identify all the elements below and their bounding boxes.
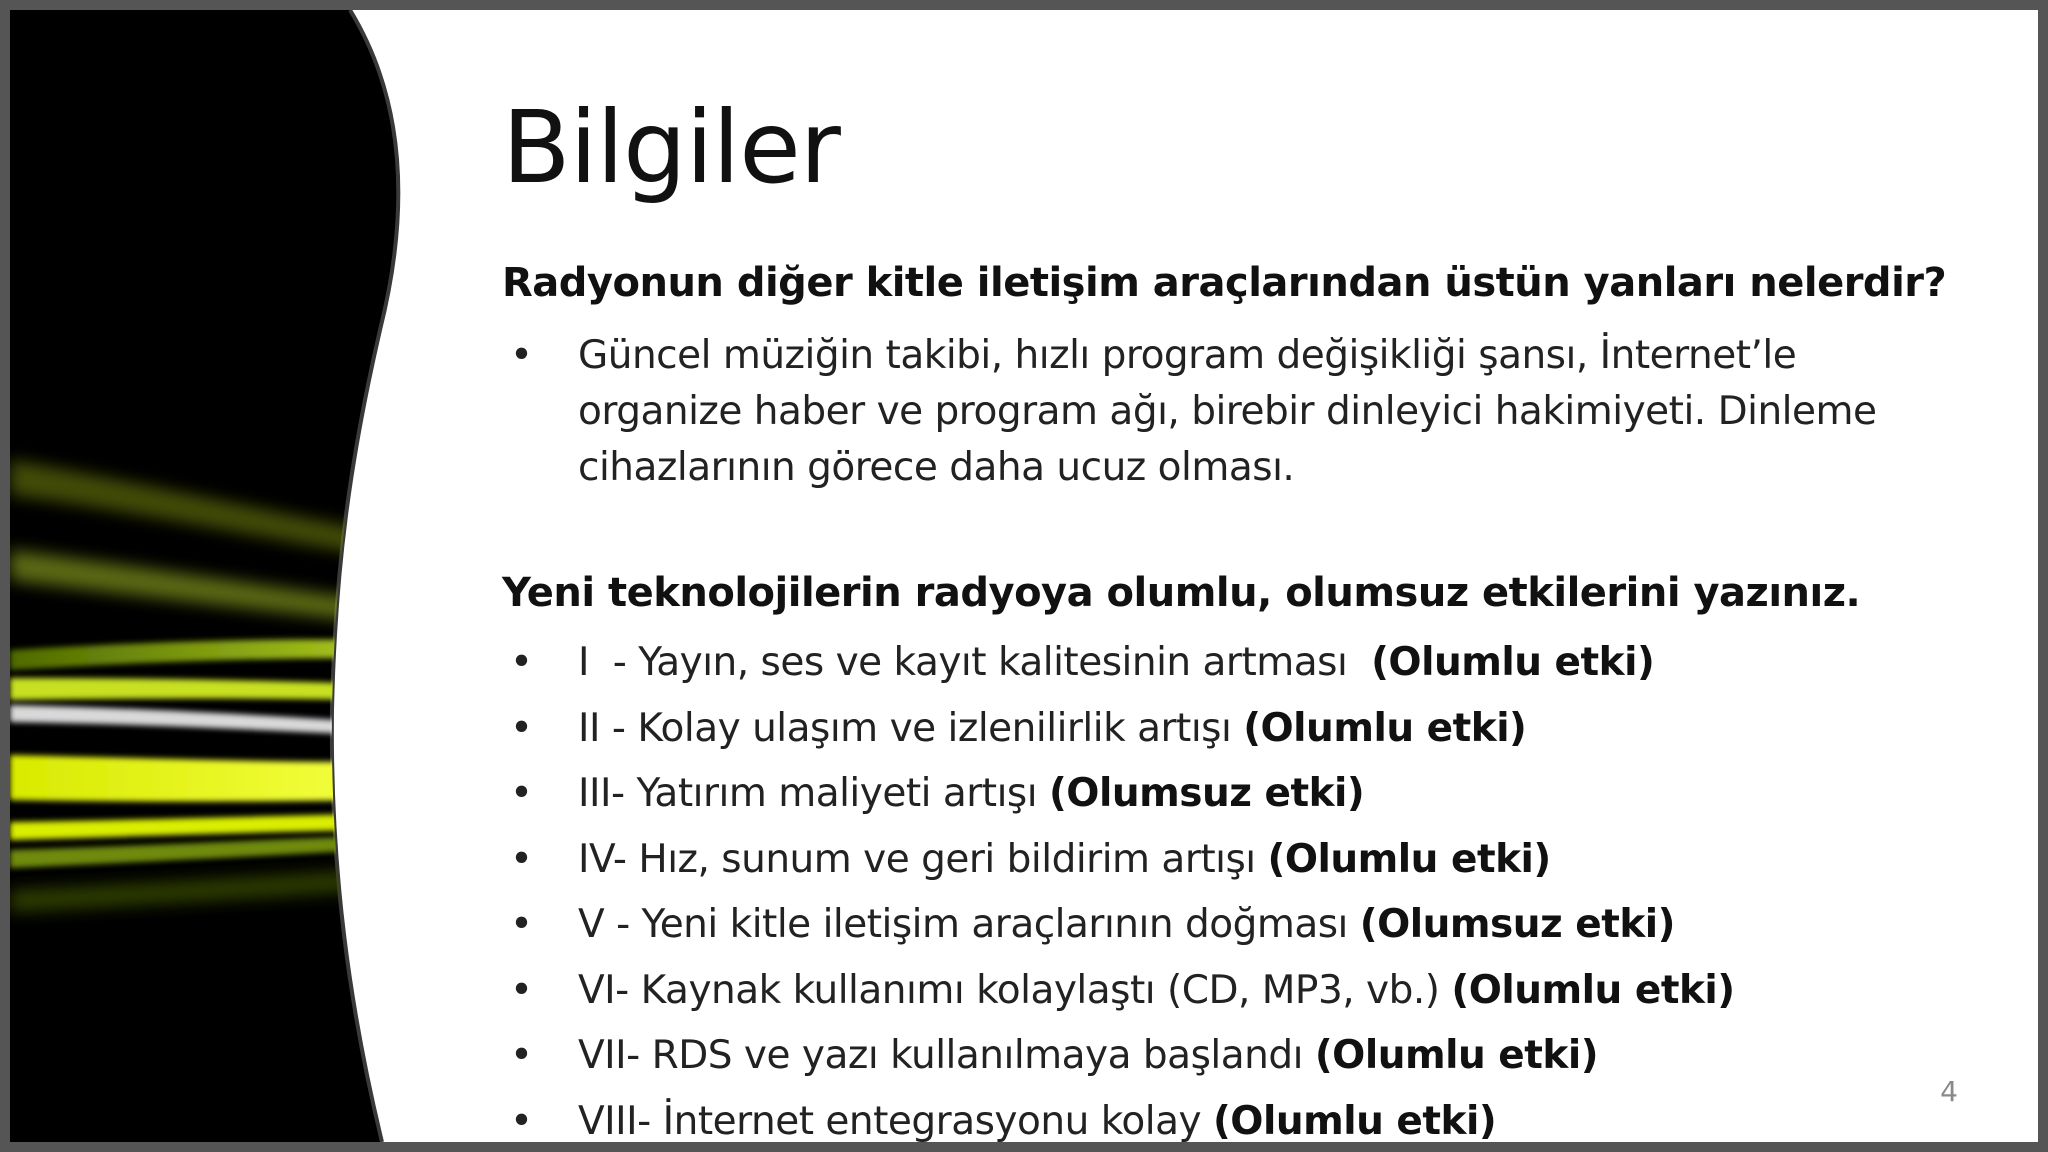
- bullet-marker: •: [510, 1098, 533, 1142]
- item-text: VIII- İnternet entegrasyonu kolay: [578, 1098, 1213, 1142]
- bullet-marker: •: [510, 333, 533, 378]
- question-heading-2: Yeni teknolojilerin radyoya olumlu, olumsuz etkilerini yazınız.: [502, 570, 1861, 616]
- answer-text: Güncel müziğin takibi, hızlı program değişikliği şansı, İnternet’le organize haber ve program ağı, birebir dinleyici hakimiyeti. Dinleme cihazlarının görece daha ucuz olması.: [578, 333, 1877, 490]
- bullet-marker: •: [510, 836, 533, 882]
- item-text: II - Kolay ulaşım ve izlenilirlik artışı: [578, 705, 1244, 751]
- effect-label: (Olumsuz etki): [1048, 771, 1365, 816]
- effect-label: (Olumlu etki): [1212, 1098, 1497, 1142]
- slide: [10, 10, 2038, 1142]
- effect-label: (Olumsuz etki): [1359, 902, 1675, 947]
- item-text: IV- Hız, sunum ve geri bildirim artışı: [578, 836, 1268, 882]
- answer-paragraph-1: [502, 328, 1942, 496]
- item-text: VII- RDS ve yazı kullanılmaya başlandı: [578, 1033, 1315, 1078]
- item-text: VI- Kaynak kullanımı kolaylaştı (CD, MP3, vb.): [578, 967, 1452, 1013]
- decorative-side-panel: [10, 10, 410, 1142]
- effect-label: (Olumlu etki): [1243, 705, 1527, 751]
- effect-label: (Olumlu etki): [1267, 836, 1551, 882]
- bullet-marker: •: [510, 1033, 533, 1078]
- item-text: V - Yeni kitle iletişim araçlarının doğması: [578, 902, 1360, 947]
- bullet-marker: •: [510, 705, 533, 751]
- page-number: 4: [1940, 1075, 1958, 1108]
- item-text: III- Yatırım maliyeti artışı: [578, 771, 1049, 816]
- slide-title: Bilgiler: [502, 89, 840, 206]
- bullet-marker: •: [510, 771, 533, 816]
- effect-label: (Olumlu etki): [1451, 967, 1735, 1013]
- bullet-marker: •: [510, 967, 533, 1013]
- question-heading-1: Radyonun diğer kitle iletişim araçlarından üstün yanları nelerdir?: [502, 260, 1947, 306]
- effect-label: (Olumlu etki): [1371, 640, 1655, 685]
- bullet-marker: •: [510, 902, 533, 947]
- effect-label: (Olumlu etki): [1314, 1033, 1599, 1078]
- bullet-marker: •: [510, 640, 533, 685]
- item-text: I - Yayın, ses ve kayıt kalitesinin artması: [578, 640, 1372, 685]
